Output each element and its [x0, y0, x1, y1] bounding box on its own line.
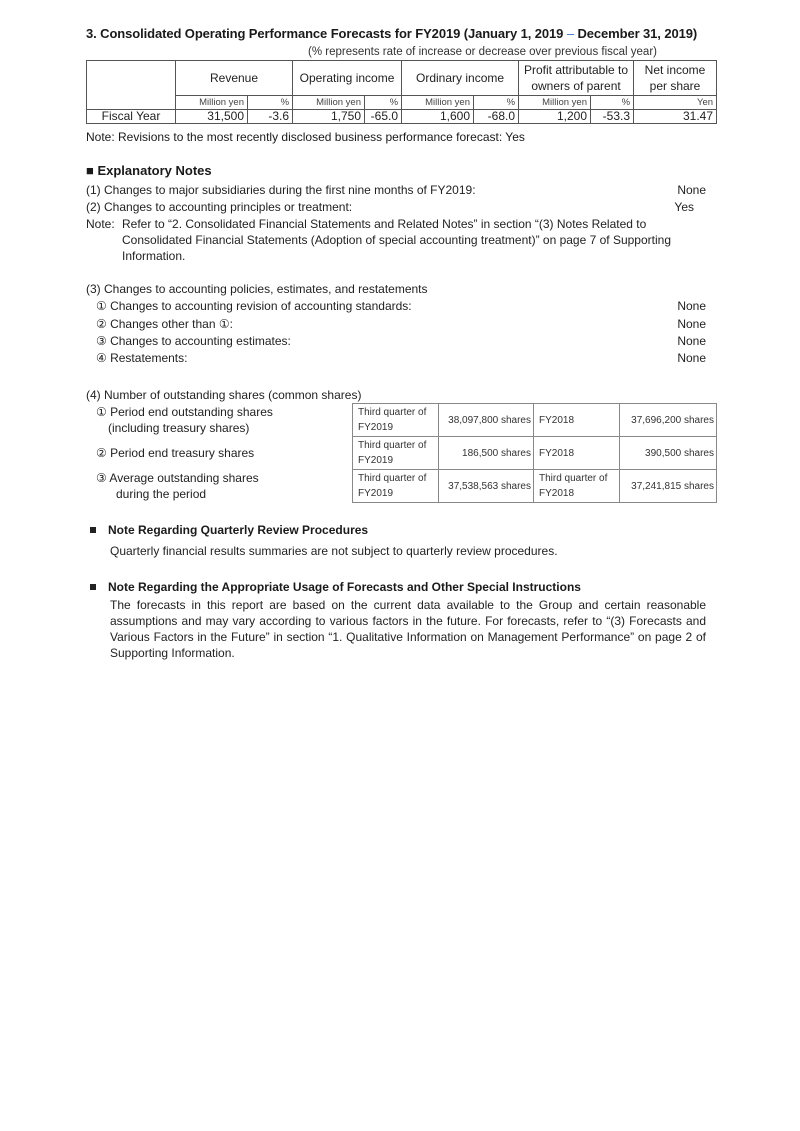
forecast-unit-row [87, 96, 717, 110]
forecast-table [86, 60, 717, 124]
square-bullet-icon [90, 584, 96, 590]
explanatory-item-2 [86, 200, 706, 214]
unit-profit-pct: % [591, 96, 634, 110]
sub-1-label: ① Changes to accounting revision of accounting standards: [96, 299, 412, 313]
shares-row-3-line1: ③ Average outstanding shares [96, 471, 259, 485]
shares-value-current: 37,538,563 shares [439, 470, 534, 503]
value-revenue: 31,500 [176, 110, 248, 124]
shares-period-prior: Third quarter of FY2018 [534, 470, 620, 503]
unit-revenue-pct: % [248, 96, 293, 110]
shares-row-3-line2: during the period [116, 487, 207, 501]
shares-row-1-line1: ① Period end outstanding shares [96, 405, 273, 419]
value-revenue-pct: -3.6 [248, 110, 293, 124]
unit-revenue: Million yen [176, 96, 248, 110]
explanatory-notes-heading: ■ Explanatory Notes [86, 163, 212, 178]
header-operating-income: Operating income [293, 61, 402, 96]
unit-ordinary-pct: % [474, 96, 519, 110]
header-eps [634, 61, 717, 96]
unit-operating: Million yen [293, 96, 365, 110]
sub-4-value: None [677, 351, 706, 365]
forecast-header-row [87, 61, 717, 96]
value-ordinary: 1,600 [402, 110, 474, 124]
value-operating: 1,750 [293, 110, 365, 124]
value-eps: 31.47 [634, 110, 717, 124]
item-2-label: (2) Changes to accounting principles or treatment: [86, 200, 353, 214]
header-eps-line1: Net income [644, 63, 706, 77]
usage-note-heading [90, 580, 581, 594]
value-ordinary-pct: -68.0 [474, 110, 519, 124]
sub-3-value: None [677, 334, 706, 348]
item-4-label: (4) Number of outstanding shares (common shares) [86, 388, 362, 402]
sub-4-label: ④ Restatements: [96, 351, 188, 365]
header-blank-cell [87, 61, 176, 110]
shares-value-current: 38,097,800 shares [439, 404, 534, 437]
review-note-heading [90, 523, 368, 537]
header-profit [519, 61, 634, 96]
header-revenue: Revenue [176, 61, 293, 96]
shares-value-current: 186,500 shares [439, 437, 534, 470]
shares-period-current: Third quarter of FY2019 [353, 437, 439, 470]
shares-table [352, 403, 717, 503]
row-label-fiscal-year: Fiscal Year [87, 110, 176, 124]
shares-row-2-label [96, 445, 254, 461]
item-2-value: Yes [674, 200, 694, 214]
item-3-sub-4 [86, 351, 706, 365]
shares-period-current: Third quarter of FY2019 [353, 470, 439, 503]
value-profit-pct: -53.3 [591, 110, 634, 124]
shares-value-prior: 390,500 shares [620, 437, 717, 470]
square-bullet-icon [90, 527, 96, 533]
item-3-sub-1 [86, 299, 706, 313]
usage-note-heading-text: Note Regarding the Appropriate Usage of Forecasts and Other Special Instructions [108, 580, 581, 594]
sub-1-value: None [677, 299, 706, 313]
sub-2-label: ② Changes other than ①: [96, 317, 233, 331]
item-1-value: None [677, 183, 706, 197]
shares-row-3-label [96, 470, 259, 502]
review-note-heading-text: Note Regarding Quarterly Review Procedures [108, 523, 369, 537]
item-3-label: (3) Changes to accounting policies, estimates, and restatements [86, 282, 428, 296]
percent-note: (% represents rate of increase or decrease over previous fiscal year) [308, 46, 657, 58]
shares-row [353, 470, 717, 503]
unit-eps: Yen [634, 96, 717, 110]
header-eps-line2: per share [649, 79, 701, 93]
sub-3-label: ③ Changes to accounting estimates: [96, 334, 291, 348]
forecast-section-title [86, 26, 697, 41]
usage-note-body: The forecasts in this report are based on the current data available to the Group and certain reasonable assumptions and may vary according to various factors in the future. For forecasts, refer to “(3) Forecasts and Various Factors in the Future” in section “1. Qualitative Information on Management Performance” on page 2 of Supporting Information. [110, 598, 706, 660]
shares-period-prior: FY2018 [534, 437, 620, 470]
unit-profit: Million yen [519, 96, 591, 110]
shares-row-1-label [96, 404, 273, 436]
unit-operating-pct: % [365, 96, 402, 110]
shares-period-prior: FY2018 [534, 404, 620, 437]
forecast-value-row [87, 110, 717, 124]
shares-row [353, 437, 717, 470]
item-3-sub-3 [86, 334, 706, 348]
value-profit: 1,200 [519, 110, 591, 124]
shares-row-1-line2: (including treasury shares) [108, 421, 250, 435]
explanatory-item-1 [86, 183, 706, 197]
shares-value-prior: 37,241,815 shares [620, 470, 717, 503]
unit-ordinary: Million yen [402, 96, 474, 110]
shares-row-2-line1: ② Period end treasury shares [96, 446, 255, 460]
item-1-label: (1) Changes to major subsidiaries during the first nine months of FY2019: [86, 183, 476, 197]
shares-value-prior: 37,696,200 shares [620, 404, 717, 437]
explanatory-item-3 [86, 282, 706, 296]
note-label: Note: [86, 217, 115, 231]
title-text-start: 3. Consolidated Operating Performance Forecasts for FY2019 (January 1, 2019 [86, 26, 567, 41]
header-profit-line1: Profit attributable to [523, 63, 629, 77]
accounting-note [86, 216, 686, 264]
explanatory-item-4 [86, 388, 706, 402]
review-note-body: Quarterly financial results summaries are not subject to quarterly review procedures. [110, 544, 558, 558]
revision-note: Note: Revisions to the most recently disclosed business performance forecast: Yes [86, 130, 525, 144]
item-3-sub-2 [86, 317, 706, 331]
title-dash: – [566, 26, 574, 41]
header-profit-line2: owners of parent [531, 79, 621, 93]
shares-period-current: Third quarter of FY2019 [353, 404, 439, 437]
note-body: Refer to “2. Consolidated Financial Statements and Related Notes” in section “(3) Notes Related to Consolidated Financial Statements (Adoption of special accounting treatment)” on page 7 of Supporting Information. [122, 217, 671, 263]
title-text-end: December 31, 2019) [573, 26, 698, 41]
header-ordinary-income: Ordinary income [402, 61, 519, 96]
sub-2-value: None [677, 317, 706, 331]
value-operating-pct: -65.0 [365, 110, 402, 124]
shares-row [353, 404, 717, 437]
